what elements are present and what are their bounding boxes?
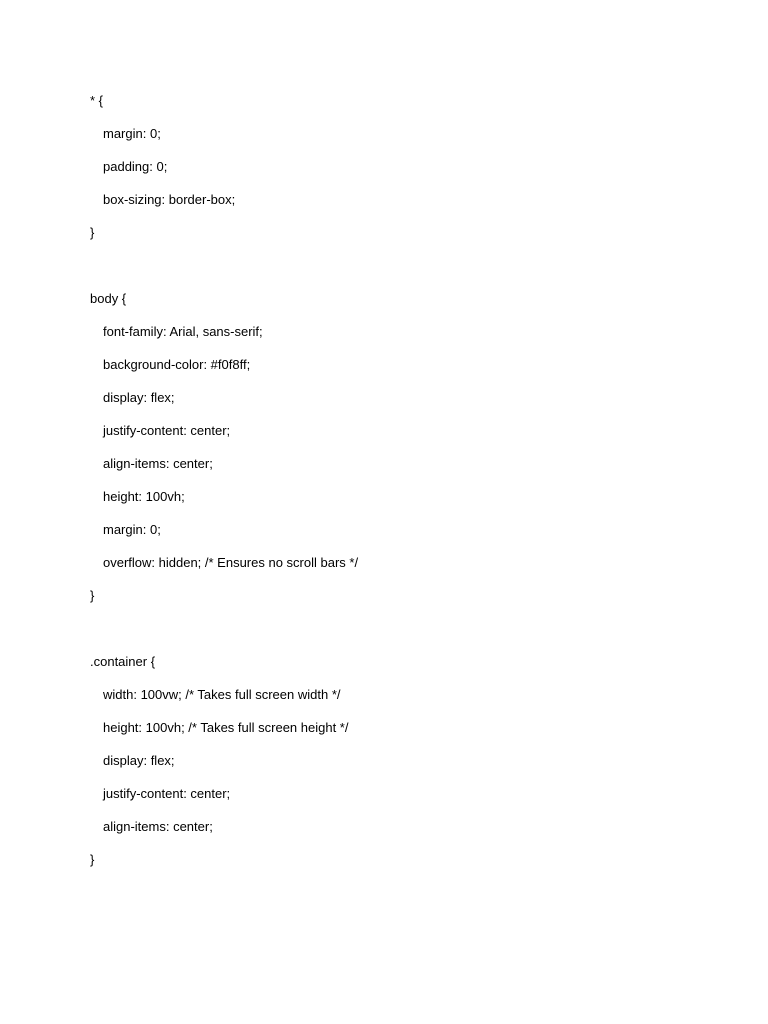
code-line: margin: 0; [103,126,161,141]
code-line: margin: 0; [103,522,161,537]
css-code-block [90,92,710,884]
blank-line [90,620,710,653]
code-line: height: 100vh; [103,489,185,504]
code-line: align-items: center; [103,819,213,834]
code-line: * { [90,93,104,108]
code-line: box-sizing: border-box; [103,192,236,207]
code-line: height: 100vh; /* Takes full screen height */ [103,720,349,735]
code-line: } [90,852,95,867]
code-line: padding: 0; [103,159,168,174]
code-line: display: flex; [103,390,175,405]
code-line: .container { [90,654,156,669]
code-line: body { [90,291,127,306]
code-line: justify-content: center; [103,786,231,801]
code-line: overflow: hidden; /* Ensures no scroll bars */ [103,555,359,570]
code-line: } [90,588,95,603]
code-line: align-items: center; [103,456,213,471]
code-line: background-color: #f0f8ff; [103,357,251,372]
code-line: display: flex; [103,753,175,768]
code-line: } [90,225,95,240]
code-line: font-family: Arial, sans-serif; [103,324,263,339]
blank-line [90,257,710,290]
code-line: width: 100vw; /* Takes full screen width */ [103,687,341,702]
code-line: justify-content: center; [103,423,231,438]
